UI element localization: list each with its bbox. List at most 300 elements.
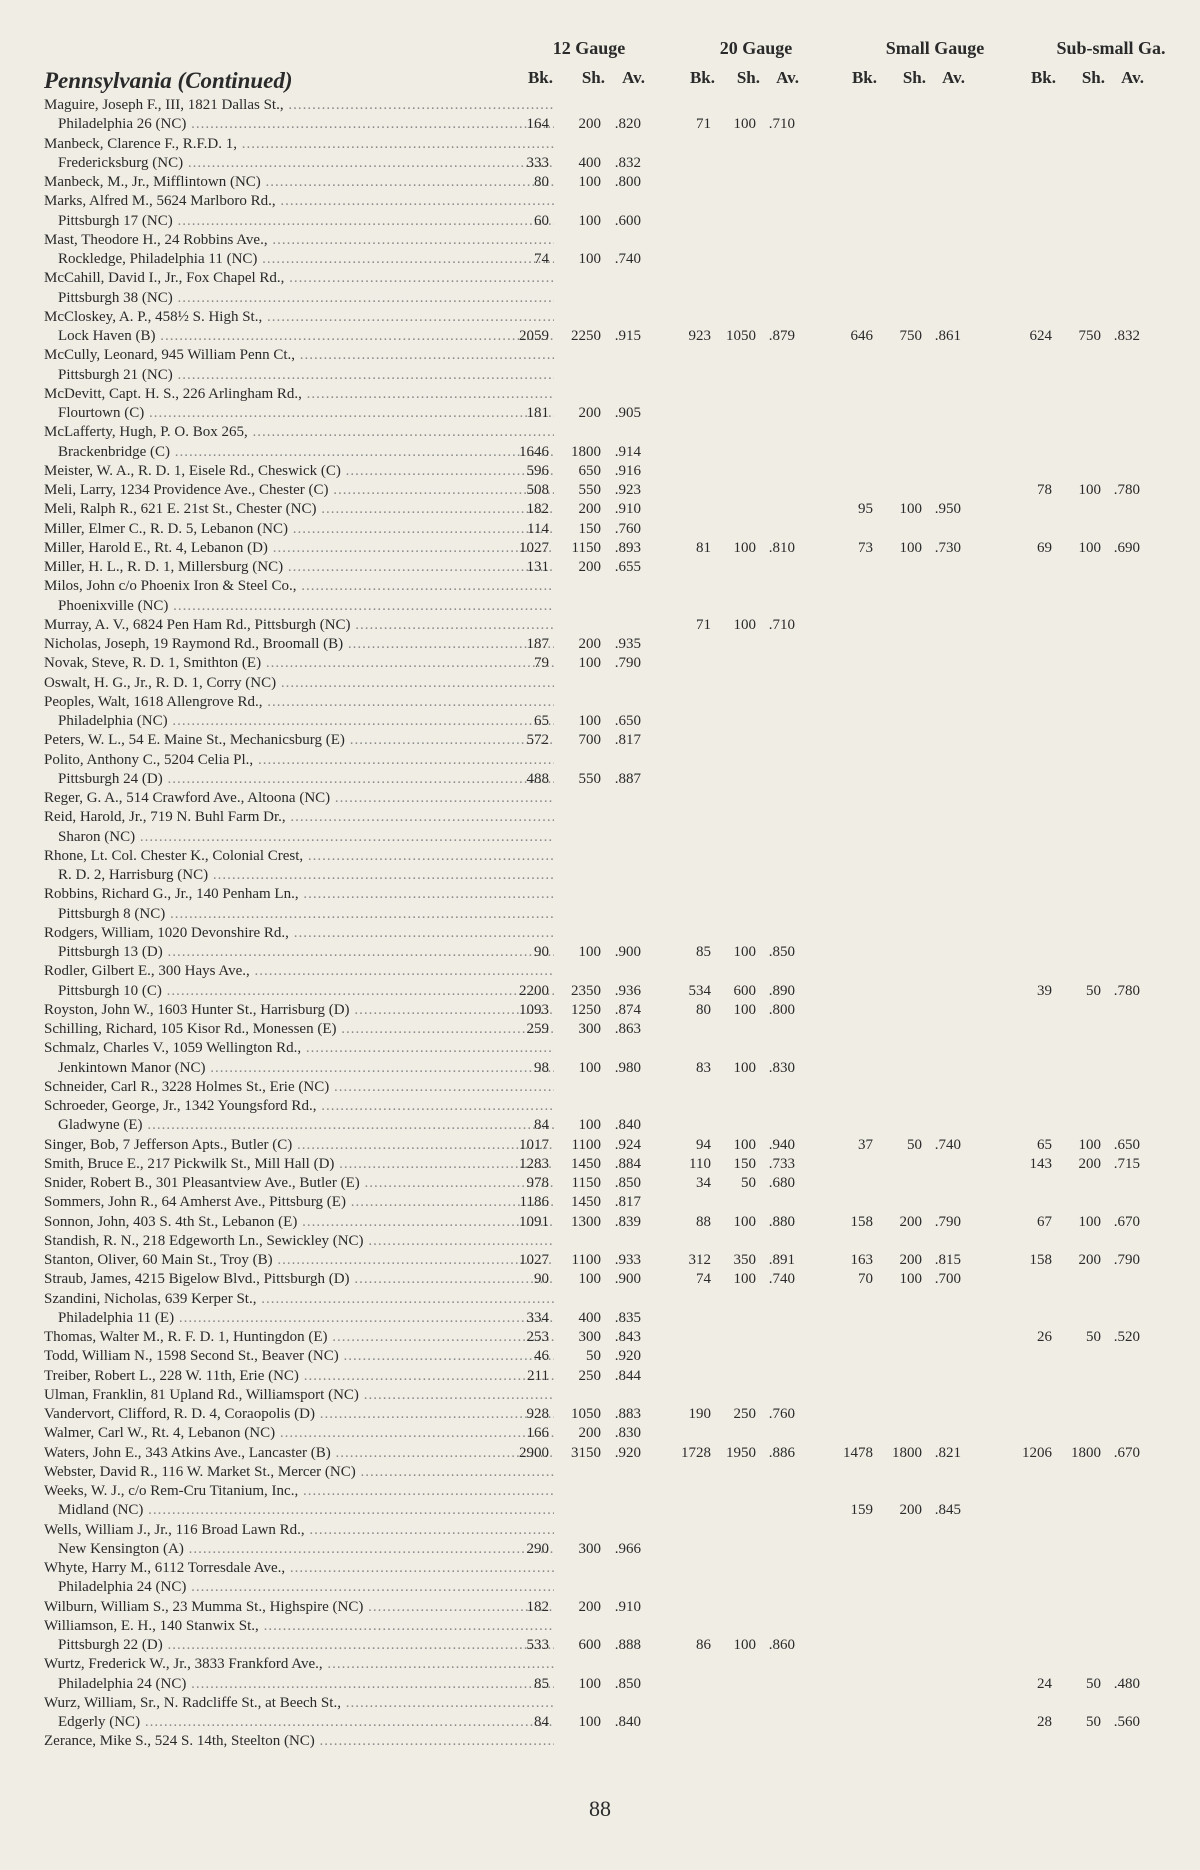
member-entry-text: Thomas, Walter M., R. F. D. 1, Huntingdon (E) .....: [44, 1328, 554, 1347]
table-row: [44, 885, 1184, 904]
table-row: [44, 346, 1184, 365]
score-cell: .740: [768, 1271, 795, 1288]
score-cell: 181: [526, 405, 549, 421]
member-entry-text: Standish, R. N., 218 Edgeworth Ln., Sewickley (NC) .....: [44, 1232, 554, 1251]
score-cell: 100: [733, 1001, 756, 1018]
score-cell: 88: [696, 1213, 711, 1230]
score-cell: 300: [578, 1021, 601, 1037]
table-row: [44, 366, 1184, 385]
score-cell: 2059: [519, 328, 549, 344]
score-cell: 164: [526, 116, 549, 133]
member-entry-text: Murray, A. V., 6824 Pen Ham Rd., Pittsburgh (NC) .....: [44, 616, 554, 635]
score-cell: .650: [614, 713, 641, 729]
score-cell: 1017: [519, 1136, 549, 1153]
score-cell: 143: [1029, 1155, 1052, 1172]
table-row: [44, 1463, 1184, 1482]
score-cell: .886: [768, 1444, 795, 1461]
member-entry-text: Jenkintown Manor (NC) .....: [58, 1059, 554, 1078]
score-cell: 94: [696, 1136, 711, 1153]
table-row: [44, 520, 1184, 539]
score-cell: .980: [614, 1059, 641, 1076]
table-row: [44, 1174, 1184, 1193]
member-entry-text: Schmalz, Charles V., 1059 Wellington Rd., .....: [44, 1039, 554, 1058]
score-cell: 100: [578, 251, 601, 267]
table-row: [44, 924, 1184, 943]
score-cell: .832: [1113, 328, 1140, 344]
member-entry-text: Novak, Steve, R. D. 1, Smithton (E) .....: [44, 654, 554, 673]
score-cell: .760: [614, 520, 641, 537]
section-title: Pennsylvania (Continued): [44, 68, 293, 93]
member-entry-text: Pittsburgh 13 (D) .....: [58, 943, 554, 962]
score-cell: .800: [768, 1001, 795, 1018]
score-cell: 86: [696, 1637, 711, 1653]
score-cell: .480: [1113, 1675, 1140, 1692]
table-row: [44, 616, 1184, 635]
table-row: [44, 173, 1184, 192]
score-cell: 80: [696, 1001, 711, 1018]
table-row: [44, 1290, 1184, 1309]
score-cell: 73: [858, 539, 873, 556]
score-cell: 71: [696, 616, 711, 633]
member-entry-text: Reger, G. A., 514 Crawford Ave., Altoona (NC) .....: [44, 789, 554, 808]
score-cell: 250: [578, 1367, 601, 1384]
score-cell: 163: [850, 1252, 873, 1268]
table-row: [44, 693, 1184, 712]
score-cell: 100: [578, 1059, 601, 1076]
score-cell: 28: [1037, 1714, 1052, 1730]
member-entry-text: Meli, Ralph R., 621 E. 21st St., Chester (NC) .....: [44, 500, 554, 519]
column-subhead: Bk.: [527, 68, 553, 87]
member-entry-text: Meli, Larry, 1234 Providence Ave., Chester (C) .....: [44, 481, 554, 500]
score-cell: 550: [578, 770, 601, 787]
score-cell: 700: [578, 732, 601, 749]
member-entry-text: Philadelphia 26 (NC) .....: [58, 115, 554, 134]
score-cell: 312: [688, 1252, 711, 1268]
member-entry-text: Miller, Elmer C., R. D. 5, Lebanon (NC) .....: [44, 520, 554, 539]
score-cell: 1800: [571, 443, 601, 460]
score-cell: 100: [899, 539, 922, 556]
score-cell: 978: [526, 1175, 549, 1191]
score-cell: .914: [614, 443, 641, 460]
score-cell: .893: [614, 539, 641, 556]
table-row: [44, 423, 1184, 442]
score-cell: 50: [907, 1136, 922, 1153]
score-cell: 34: [696, 1175, 711, 1191]
member-entry-text: Philadelphia 11 (E) .....: [58, 1309, 554, 1328]
score-cell: 100: [1078, 482, 1101, 498]
member-entry-text: Zerance, Mike S., 524 S. 14th, Steelton (NC) .....: [44, 1732, 554, 1751]
table-row: [44, 1540, 1184, 1559]
score-cell: 300: [578, 1540, 601, 1557]
score-cell: 596: [526, 462, 549, 479]
score-cell: 650: [578, 462, 601, 479]
score-cell: 90: [534, 1271, 549, 1288]
score-cell: 84: [534, 1714, 549, 1730]
score-cell: 65: [534, 713, 549, 729]
table-row: [44, 135, 1184, 154]
table-row: [44, 1078, 1184, 1097]
score-cell: 646: [850, 328, 873, 344]
score-cell: 1283: [519, 1155, 549, 1172]
score-cell: 100: [578, 1271, 601, 1288]
member-entry-text: Pittsburgh 21 (NC) .....: [58, 366, 554, 385]
member-entry-text: Midland (NC) .....: [58, 1501, 554, 1520]
score-cell: 1450: [571, 1155, 601, 1172]
score-cell: 50: [586, 1348, 601, 1365]
score-cell: 166: [526, 1425, 549, 1442]
member-entry-text: Edgerly (NC) .....: [58, 1713, 554, 1732]
score-cell: .830: [768, 1059, 795, 1076]
column-subhead: Av.: [622, 68, 645, 87]
member-entry-text: Rockledge, Philadelphia 11 (NC) .....: [58, 250, 554, 269]
table-row: [44, 808, 1184, 827]
table-row: [44, 1116, 1184, 1135]
member-entry-text: Schroeder, George, Jr., 1342 Youngsford Rd., .....: [44, 1097, 554, 1116]
score-cell: .860: [768, 1637, 795, 1653]
score-cell: 100: [733, 116, 756, 133]
score-cell: .817: [614, 732, 641, 749]
score-cell: 290: [526, 1540, 549, 1557]
score-cell: 1800: [1071, 1444, 1101, 1461]
score-cell: 100: [733, 1059, 756, 1076]
member-entry-text: McLafferty, Hugh, P. O. Box 265, .....: [44, 423, 554, 442]
score-cell: 100: [578, 655, 601, 672]
score-cell: 200: [578, 1598, 601, 1615]
table-row: [44, 1309, 1184, 1328]
member-entry-text: Pittsburgh 24 (D) .....: [58, 770, 554, 789]
member-entry-text: Rodgers, William, 1020 Devonshire Rd., .....: [44, 924, 554, 943]
score-cell: 200: [578, 636, 601, 652]
score-cell: 750: [1078, 328, 1101, 344]
score-cell: 1091: [519, 1213, 549, 1230]
score-cell: .861: [934, 328, 961, 344]
table-row: [44, 847, 1184, 866]
score-cell: 1050: [726, 328, 756, 344]
score-cell: 200: [899, 1213, 922, 1230]
score-cell: .850: [614, 1175, 641, 1191]
table-row: [44, 982, 1184, 1001]
member-entry-text: Polito, Anthony C., 5204 Celia Pl., .....: [44, 751, 554, 770]
score-cell: 98: [534, 1059, 549, 1076]
member-entry-text: Wurz, William, Sr., N. Radcliffe St., at Beech St., .....: [44, 1694, 554, 1713]
table-row: [44, 443, 1184, 462]
table-row: [44, 1521, 1184, 1540]
score-cell: .810: [768, 539, 795, 556]
score-cell: .850: [768, 944, 795, 960]
table-row: [44, 1482, 1184, 1501]
score-cell: 2200: [519, 982, 549, 999]
member-entry-text: Walmer, Carl W., Rt. 4, Lebanon (NC) .....: [44, 1424, 554, 1443]
member-entry-text: New Kensington (A) .....: [58, 1540, 554, 1559]
score-cell: .935: [614, 636, 641, 652]
table-row: [44, 558, 1184, 577]
table-row: [44, 1732, 1184, 1751]
column-subhead: Av.: [1121, 68, 1144, 87]
member-entry-text: Smith, Bruce E., 217 Pickwilk St., Mill Hall (D) .....: [44, 1155, 554, 1174]
score-cell: .905: [614, 405, 641, 421]
table-row: [44, 1213, 1184, 1232]
score-cell: .715: [1113, 1155, 1140, 1172]
score-cell: 1093: [519, 1001, 549, 1018]
member-entry-text: Oswalt, H. G., Jr., R. D. 1, Corry (NC) .....: [44, 674, 554, 693]
table-row: [44, 828, 1184, 847]
table-row: [44, 212, 1184, 231]
score-cell: 100: [578, 944, 601, 960]
score-cell: 83: [696, 1059, 711, 1076]
table-row: [44, 770, 1184, 789]
member-entry-text: Nicholas, Joseph, 19 Raymond Rd., Broomall (B) .....: [44, 635, 554, 654]
score-cell: .910: [614, 501, 641, 518]
score-cell: 50: [1086, 1714, 1101, 1730]
score-cell: .690: [1113, 539, 1140, 556]
score-cell: .817: [614, 1194, 641, 1211]
score-cell: 1450: [571, 1194, 601, 1211]
table-row: [44, 654, 1184, 673]
table-row: [44, 731, 1184, 750]
score-cell: .915: [614, 328, 641, 344]
score-cell: .950: [934, 501, 961, 518]
score-cell: .900: [614, 944, 641, 960]
score-cell: .884: [614, 1155, 641, 1172]
member-entry-text: Pittsburgh 10 (C) .....: [58, 982, 554, 1001]
score-cell: .839: [614, 1213, 641, 1230]
score-cell: 750: [899, 328, 922, 344]
table-row: [44, 1328, 1184, 1347]
table-row: [44, 1270, 1184, 1289]
score-cell: 300: [578, 1329, 601, 1345]
score-cell: .890: [768, 982, 795, 999]
member-entry-text: Milos, John c/o Phoenix Iron & Steel Co., .....: [44, 577, 554, 596]
member-entry-text: Fredericksburg (NC) .....: [58, 154, 554, 173]
score-cell: .520: [1113, 1329, 1140, 1345]
score-cell: .800: [614, 174, 641, 190]
score-cell: 1728: [681, 1444, 711, 1461]
score-cell: .832: [614, 154, 641, 171]
member-entry-text: Wells, William J., Jr., 116 Broad Lawn Rd., .....: [44, 1521, 554, 1540]
score-cell: 46: [534, 1348, 549, 1365]
score-cell: .740: [614, 251, 641, 267]
column-subhead: Sh.: [1081, 68, 1105, 87]
member-entry-text: Schneider, Carl R., 3228 Holmes St., Erie (NC) .....: [44, 1078, 554, 1097]
member-entry-text: Wurtz, Frederick W., Jr., 3833 Frankford Ave., .....: [44, 1655, 554, 1674]
score-cell: 1800: [892, 1444, 922, 1461]
table-row: [44, 597, 1184, 616]
score-cell: .790: [934, 1213, 961, 1230]
score-cell: 24: [1037, 1675, 1052, 1692]
member-entry-text: Brackenbridge (C) .....: [58, 443, 554, 462]
group-12-gauge: 12 Gauge: [552, 38, 626, 58]
score-cell: 65: [1037, 1136, 1052, 1153]
member-entry-text: McCloskey, A. P., 458½ S. High St., .....: [44, 308, 554, 327]
score-cell: 200: [1078, 1155, 1101, 1172]
score-cell: 150: [578, 520, 601, 537]
score-cell: 923: [688, 328, 711, 344]
table-row: [44, 1598, 1184, 1617]
score-cell: 150: [733, 1155, 756, 1172]
score-cell: 334: [526, 1309, 549, 1326]
score-cell: .670: [1113, 1213, 1140, 1230]
score-cell: 572: [526, 732, 549, 749]
score-cell: .830: [614, 1425, 641, 1442]
score-cell: 100: [733, 1637, 756, 1653]
table-row: [44, 962, 1184, 981]
table-row: [44, 577, 1184, 596]
score-cell: 100: [899, 1271, 922, 1288]
score-cell: .920: [614, 1348, 641, 1365]
score-cell: 1950: [726, 1444, 756, 1461]
score-cell: .843: [614, 1329, 641, 1345]
score-cell: 50: [1086, 982, 1101, 999]
score-cell: .920: [614, 1444, 641, 1461]
score-cell: 1250: [571, 1001, 601, 1018]
score-cell: 182: [526, 501, 549, 518]
table-row: [44, 1232, 1184, 1251]
score-cell: .891: [768, 1252, 795, 1268]
score-cell: .844: [614, 1367, 641, 1384]
member-entry-text: Mast, Theodore H., 24 Robbins Ave., .....: [44, 231, 554, 250]
score-cell: .879: [768, 328, 795, 344]
score-cell: .733: [768, 1155, 795, 1172]
score-cell: .966: [614, 1540, 641, 1557]
member-entry-text: Pittsburgh 8 (NC) .....: [58, 905, 554, 924]
member-entry-text: Royston, John W., 1603 Hunter St., Harrisburg (D) .....: [44, 1001, 554, 1020]
table-row: [44, 115, 1184, 134]
member-entry-text: Miller, Harold E., Rt. 4, Lebanon (D) .....: [44, 539, 554, 558]
table-row: [44, 404, 1184, 423]
member-entry-text: Flourtown (C) .....: [58, 404, 554, 423]
score-cell: 190: [688, 1406, 711, 1422]
score-cell: 71: [696, 116, 711, 133]
column-subhead: Av.: [942, 68, 965, 87]
score-cell: 85: [534, 1675, 549, 1692]
table-row: [44, 1039, 1184, 1058]
member-entry-text: Rhone, Lt. Col. Chester K., Colonial Crest, .....: [44, 847, 554, 866]
table-row: [44, 943, 1184, 962]
table-row: [44, 250, 1184, 269]
score-cell: 200: [578, 501, 601, 518]
member-entry-text: Webster, David R., 116 W. Market St., Mercer (NC) .....: [44, 1463, 554, 1482]
score-cell: 100: [1078, 1213, 1101, 1230]
score-cell: 39: [1037, 982, 1052, 999]
column-subhead: Av.: [776, 68, 799, 87]
score-cell: 1027: [519, 539, 549, 556]
member-entry-text: Pittsburgh 22 (D) .....: [58, 1636, 554, 1655]
score-cell: 95: [858, 501, 873, 518]
score-cell: 69: [1037, 539, 1052, 556]
member-entry-text: Schilling, Richard, 105 Kisor Rd., Monessen (E) .....: [44, 1020, 554, 1039]
score-cell: 400: [578, 1309, 601, 1326]
member-entry-text: Singer, Bob, 7 Jefferson Apts., Butler (C) .....: [44, 1136, 554, 1155]
score-cell: 2250: [571, 328, 601, 344]
score-cell: 158: [1029, 1252, 1052, 1268]
score-cell: 2350: [571, 982, 601, 999]
score-cell: 928: [526, 1406, 549, 1422]
table-row: [44, 154, 1184, 173]
score-cell: 1646: [519, 443, 549, 460]
member-entry-text: Philadelphia 24 (NC) .....: [58, 1578, 554, 1597]
score-cell: 200: [578, 1425, 601, 1442]
score-cell: .940: [768, 1136, 795, 1153]
member-entry-text: Whyte, Harry M., 6112 Torresdale Ave., .....: [44, 1559, 554, 1578]
member-entry-text: Reid, Harold, Jr., 719 N. Buhl Farm Dr., .....: [44, 808, 554, 827]
score-cell: 3150: [571, 1444, 601, 1461]
member-entry-text: Manbeck, M., Jr., Mifflintown (NC) .....: [44, 173, 554, 192]
member-entry-text: Lock Haven (B) .....: [58, 327, 554, 346]
member-entry-text: Meister, W. A., R. D. 1, Eisele Rd., Cheswick (C) .....: [44, 462, 554, 481]
column-subhead: Sh.: [902, 68, 926, 87]
member-entry-text: Philadelphia 24 (NC) .....: [58, 1675, 554, 1694]
member-entry-text: Snider, Robert B., 301 Pleasantview Ave., Butler (E) .....: [44, 1174, 554, 1193]
score-cell: 200: [899, 1252, 922, 1268]
score-cell: 100: [578, 713, 601, 729]
score-cell: 1100: [571, 1136, 601, 1153]
score-cell: 534: [688, 982, 711, 999]
score-cell: 624: [1029, 328, 1052, 344]
table-row: [44, 500, 1184, 519]
table-row: [44, 1155, 1184, 1174]
score-cell: .815: [934, 1252, 961, 1268]
table-row: [44, 1636, 1184, 1655]
table-row: [44, 1001, 1184, 1020]
score-cell: 100: [733, 616, 756, 633]
score-cell: 26: [1037, 1329, 1052, 1345]
score-cell: .600: [614, 212, 641, 229]
table-row: [44, 1251, 1184, 1270]
score-cell: .710: [768, 616, 795, 633]
score-cell: .670: [1113, 1444, 1140, 1461]
score-cell: .730: [934, 539, 961, 556]
score-cell: .863: [614, 1021, 641, 1037]
member-entry-text: Straub, James, 4215 Bigelow Blvd., Pittsburgh (D) .....: [44, 1270, 554, 1289]
score-cell: .845: [934, 1502, 961, 1519]
score-cell: .780: [1113, 482, 1140, 498]
member-entry-text: Sonnon, John, 403 S. 4th St., Lebanon (E) .....: [44, 1213, 554, 1232]
table-row: [44, 1694, 1184, 1713]
score-cell: 187: [526, 636, 549, 652]
score-cell: 200: [578, 559, 601, 575]
score-cell: 550: [578, 482, 601, 498]
score-cell: 1100: [571, 1252, 601, 1268]
score-cell: 100: [1078, 539, 1101, 556]
member-entry-text: McDevitt, Capt. H. S., 226 Arlingham Rd., .....: [44, 385, 554, 404]
score-cell: 600: [578, 1637, 601, 1653]
score-cell: 100: [578, 1117, 601, 1134]
table-row: [44, 1559, 1184, 1578]
score-cell: 100: [578, 1675, 601, 1692]
score-cell: 2900: [519, 1444, 549, 1461]
score-cell: .924: [614, 1136, 641, 1153]
score-cell: 60: [534, 212, 549, 229]
member-entry-text: McCahill, David I., Jr., Fox Chapel Rd., .....: [44, 269, 554, 288]
member-entry-text: Manbeck, Clarence F., R.F.D. 1, .....: [44, 135, 554, 154]
score-cell: 211: [527, 1367, 549, 1384]
score-cell: 159: [850, 1502, 873, 1519]
score-cell: .923: [614, 482, 641, 498]
score-cell: 1150: [571, 539, 601, 556]
score-cell: 50: [1086, 1675, 1101, 1692]
score-cell: 74: [696, 1271, 711, 1288]
score-cell: .840: [614, 1714, 641, 1730]
table-row: [44, 1655, 1184, 1674]
score-cell: 85: [696, 944, 711, 960]
table-header: [44, 38, 1184, 94]
table-row: [44, 789, 1184, 808]
score-cell: 400: [578, 154, 601, 171]
score-cell: 488: [526, 770, 549, 787]
group-sub-small-gauge: Sub-small Ga.: [1056, 38, 1166, 58]
score-cell: 50: [741, 1175, 756, 1191]
score-cell: .700: [934, 1271, 961, 1288]
